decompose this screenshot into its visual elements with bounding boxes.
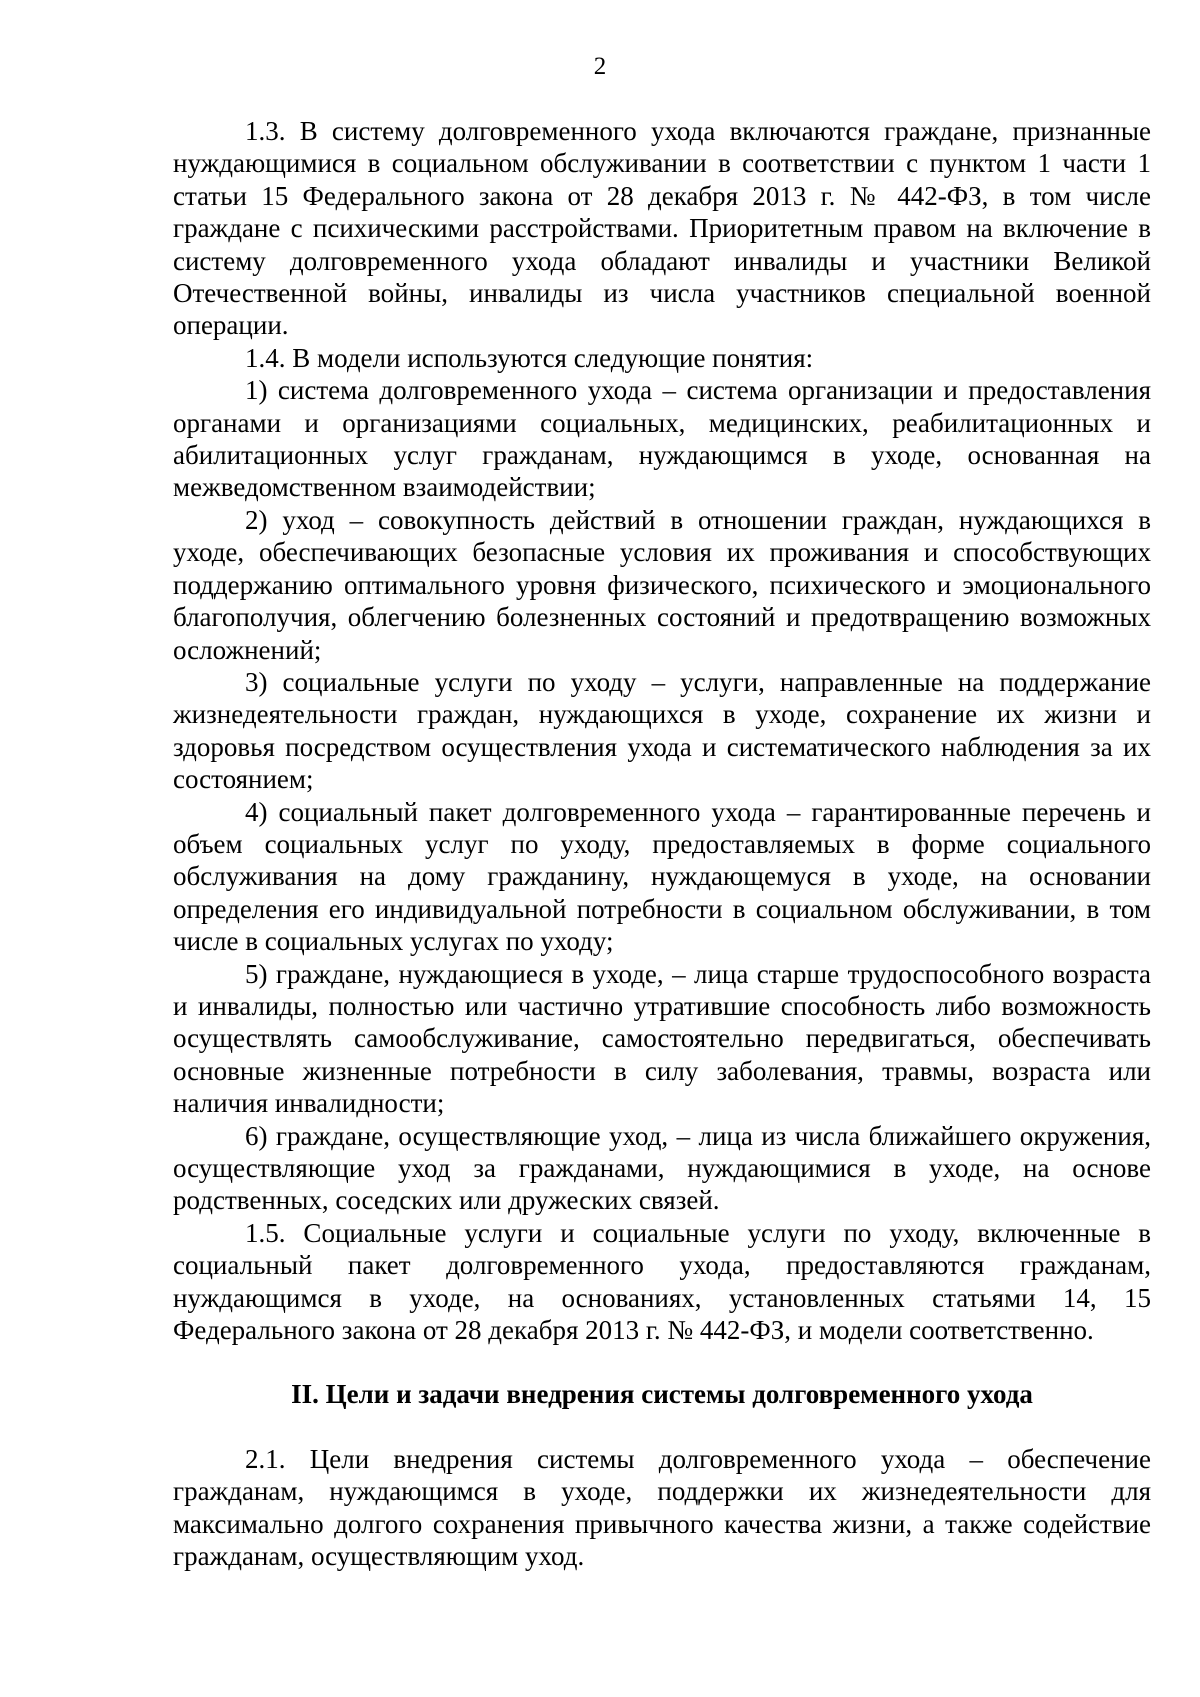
definition-1-long-term-care-system: 1) система долговременного ухода – система организации и предоставления органами и организациями социальных, медицинских, реабилитационных и абилитационных услуг гражданам, нуждающимся в уходе, основанная на межведомственном взаимодействии;: [173, 375, 1151, 503]
page-number: 2: [593, 53, 607, 80]
section-heading: II. Цели и задачи внедрения системы долговременного ухода: [291, 1379, 1033, 1410]
definition-5-citizens-in-need: 5) граждане, нуждающиеся в уходе, – лица старше трудоспособного возраста и инвалиды, полностью или частично утратившие способность либо возможность осуществлять самообслуживание, самостоятельно передвигаться, обеспечивать основные жизненные потребности в силу заболевания, травмы, возраста или наличия инвалидности;: [173, 958, 1151, 1119]
definition-3-social-care-services: 3) социальные услуги по уходу – услуги, направленные на поддержание жизнедеятельности граждан, нуждающихся в уходе, сохранение их жизни и здоровья посредством осуществления ухода и систематического наблюдения за их состоянием;: [173, 666, 1151, 795]
paragraph-1-4: 1.4. В модели используются следующие понятия:: [245, 342, 814, 373]
paragraph-1-3: 1.3. В систему долговременного ухода включаются граждане, признанные нуждающимися в социальном обслуживании в соответствии с пунктом 1 части 1 статьи 15 Федерального закона от 28 декабря 2013 г. № 442-ФЗ, в том числе граждане с психическими расстройствами. Приоритетным правом на включение в систему долговременного ухода обладают инвалиды и участники Великой Отечественной войны, инвалиды из числа участников специальной военной операции.: [173, 116, 1151, 341]
paragraph-2-1: 2.1. Цели внедрения системы долговременного ухода – обеспечение гражданам, нуждающимся в уходе, поддержки их жизнедеятельности для максимально долгого сохранения привычного качества жизни, а также содействие гражданам, осуществляющим уход.: [173, 1443, 1151, 1572]
definition-2-care: 2) уход – совокупность действий в отношении граждан, нуждающихся в уходе, обеспечивающих безопасные условия их проживания и способствующих поддержанию оптимального уровня физического, психического и эмоционального благополучия, облегчению болезненных состояний и предотвращению возможных осложнений;: [173, 504, 1151, 665]
document-body: [173, 115, 1151, 1572]
paragraph-1-5: 1.5. Социальные услуги и социальные услуги по уходу, включенные в социальный пакет долговременного ухода, предоставляются гражданам, нуждающимся в уходе, на основаниях, установленных статьями 14, 15 Федерального закона от 28 декабря 2013 г. № 442-ФЗ, и модели соответственно.: [173, 1217, 1151, 1346]
definition-4-social-package: 4) социальный пакет долговременного ухода – гарантированные перечень и объем социальных услуг по уходу, предоставляемых в форме социального обслуживания на дому гражданину, нуждающемуся в уходе, на основании определения его индивидуальной потребности в социальном обслуживании, в том числе в социальных услугах по уходу;: [173, 796, 1151, 957]
definition-6-caregivers: 6) граждане, осуществляющие уход, – лица из числа ближайшего окружения, осуществляющие уход за гражданами, нуждающимися в уходе, на основе родственных, соседских или дружеских связей.: [173, 1120, 1151, 1216]
